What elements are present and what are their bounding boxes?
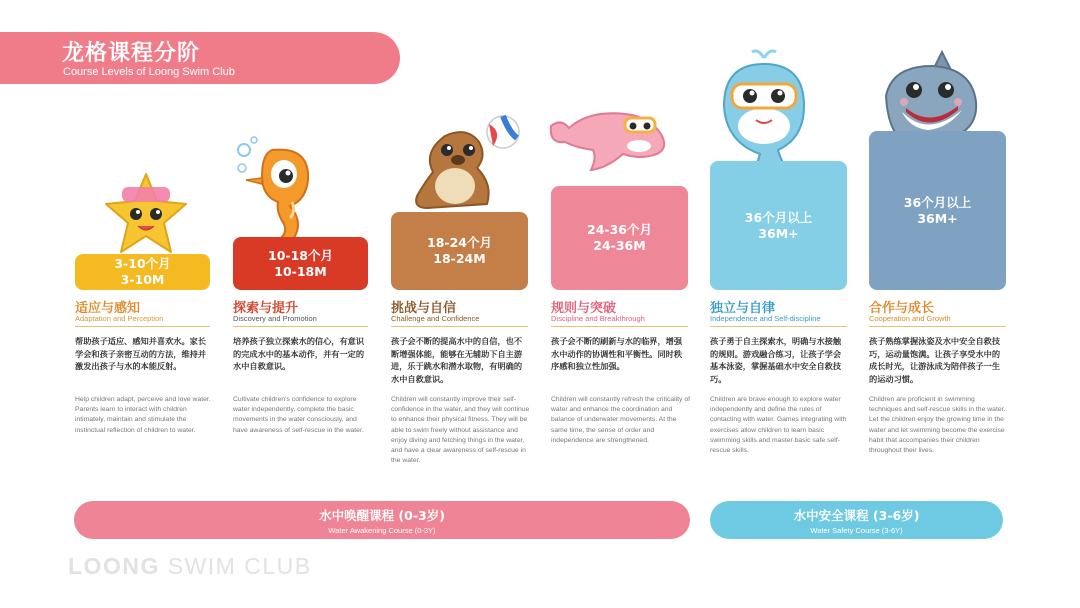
level-name-en: Challenge and Confidence [391, 314, 480, 323]
divider [710, 326, 847, 327]
divider [233, 326, 368, 327]
level-age-box [75, 254, 210, 290]
brand-footer [68, 553, 312, 580]
level-age-en: 24-36M [593, 238, 646, 253]
brand-footer-bold: LOONG [68, 553, 160, 579]
dolphin-mascot-icon [545, 104, 675, 182]
level-desc-en: Children are brave enough to explore water independently and define the rules of contacting with water. Games integrating with exercises allow children to learn basic swimming skills and master basic safe self-rescue skills. [710, 396, 847, 455]
course-name-en: Water Safety Course (3-6Y) [810, 526, 903, 535]
water-awakening-course-bar [74, 501, 690, 539]
level-name-en: Independence and Self-discipline [710, 314, 821, 323]
page-subtitle: Course Levels of Loong Swim Club [63, 66, 235, 78]
level-desc-cn: 孩子熟练掌握泳姿及水中安全自救技巧，运动量饱满。让孩子享受水中的成长时光，让游泳成为陪伴孩子一生的运动习惯。 [869, 336, 1001, 384]
level-desc-en: Children will constantly refresh the criticality of water and enhance the coordination and balance of underwater movements. At the same time, the sense of order and independence are strengthened. [551, 396, 691, 444]
seahorse-mascot-icon [232, 136, 332, 251]
level-desc-cn: 孩子会不断的刷新与水的临界，增强水中动作的协调性和平衡性。同时秩序感和独立性加强。 [551, 336, 683, 371]
level-age-en: 36M+ [758, 225, 799, 241]
level-name-en: Cooperation and Growth [869, 314, 951, 323]
divider [551, 326, 688, 327]
level-age-en: 36M+ [917, 210, 958, 226]
level-desc-cn: 培养孩子独立探索水的信心，有意识的完成水中的基本动作，并有一定的水中自救意识。 [233, 336, 365, 371]
level-age-cn: 18-24个月 [427, 235, 492, 250]
level-age-cn: 10-18个月 [268, 247, 333, 263]
level-age-box [710, 161, 847, 290]
sea-lion-mascot-icon [405, 112, 527, 217]
level-name-cn: 适应与感知 [75, 301, 141, 316]
level-name-en: Discovery and Promotion [233, 314, 317, 323]
level-name-en: Adaptation and Perception [75, 314, 164, 323]
level-name-cn: 挑战与自信 [391, 301, 457, 316]
level-age-cn: 36个月以上 [744, 209, 813, 225]
level-name-cn: 独立与自律 [710, 301, 776, 316]
level-desc-cn: 帮助孩子适应、感知并喜欢水。家长学会和孩子亲密互动的方法，维持并激发出孩子与水的本能反射。 [75, 336, 207, 371]
level-name-en: Discipline and Breakthrough [551, 314, 645, 323]
level-name-cn: 合作与成长 [869, 301, 935, 316]
level-age-en: 18-24M [433, 251, 486, 266]
level-name-cn: 规则与突破 [551, 301, 617, 316]
level-desc-en: Help children adapt, perceive and love water. Parents learn to interact with children intimately, maintain and stimulate the instinctual reflection of children to water. [75, 396, 211, 434]
level-age-box [551, 186, 688, 290]
level-age-en: 3-10M [120, 272, 165, 287]
level-age-en: 10-18M [274, 263, 327, 279]
level-age-box [869, 131, 1006, 290]
level-desc-cn: 孩子勇于自主探索水，明确与水接触的规则。游戏融合练习，让孩子学会基本泳姿，掌握基础水中安全自救技巧。 [710, 336, 842, 384]
level-desc-en: Children are proficient in swimming techniques and self-rescue skills in the water. Let the children enjoy the growing time in the water and let swimming become the exercise habit that accompanies their children throughout their lives. [869, 396, 1006, 455]
level-desc-cn: 孩子会不断的提高水中的自信，也不断增强体能，能够在无辅助下自主游进，乐于跳水和潜水取物，有明确的水中自救意识。 [391, 336, 523, 384]
water-safety-course-bar [710, 501, 1003, 539]
divider [869, 326, 1006, 327]
brand-footer-rest: SWIM CLUB [159, 553, 312, 579]
level-age-box [391, 212, 528, 290]
level-desc-en: Cultivate children’s confidence to explore water independently, complete the basic movements in the water consciously, and have awareness of self-rescue in the water. [233, 396, 364, 434]
level-age-cn: 24-36个月 [587, 222, 652, 237]
course-name-cn: 水中安全课程 (3-6岁) [793, 508, 920, 523]
level-age-box [233, 237, 368, 290]
level-age-cn: 36个月以上 [903, 194, 972, 210]
divider [391, 326, 528, 327]
level-desc-en: Children will constantly improve their self-confidence in the water, and they will continue to enhance their physical fitness. They will be able to swim freely without assistance and enjoy diving and fetching things in the water, and have a clear awareness of self-rescue in the water. [391, 396, 530, 465]
level-age-cn: 3-10个月 [114, 256, 171, 271]
page-title: 龙格课程分阶 [62, 41, 201, 66]
divider [75, 326, 210, 327]
starfish-mascot-icon [100, 168, 192, 260]
course-name-cn: 水中唤醒课程 (0-3岁) [319, 508, 445, 523]
level-name-cn: 探索与提升 [233, 301, 299, 316]
course-name-en: Water Awakening Course (0-3Y) [328, 526, 436, 535]
